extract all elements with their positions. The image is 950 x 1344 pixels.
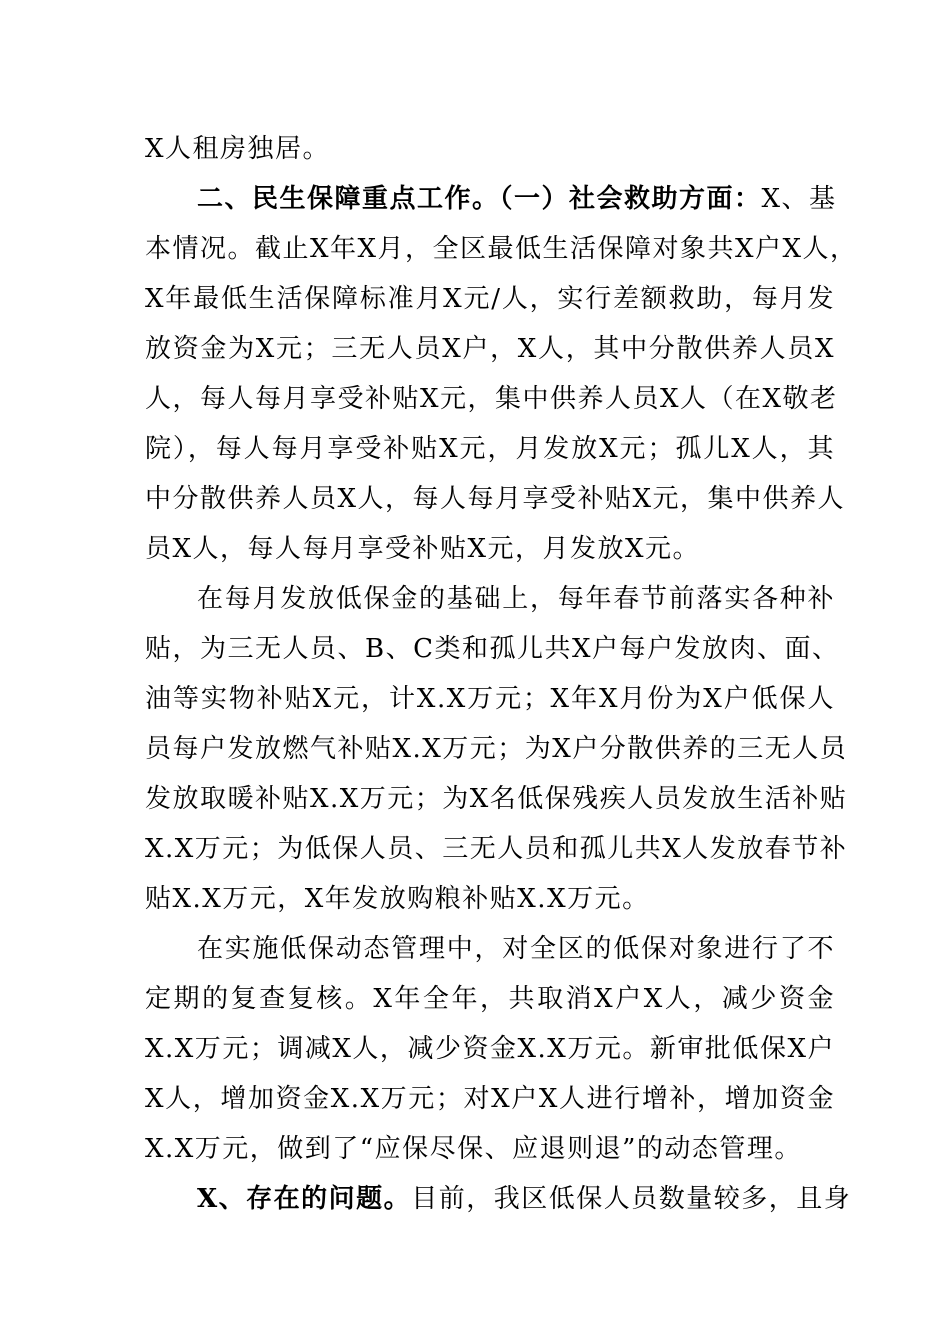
text-line: X年最低生活保障标准月X元/人，实行差额救助，每月发 xyxy=(145,284,835,314)
text-line: 油等实物补贴X元，计X.X万元；X年X月份为X户低保人 xyxy=(145,684,835,714)
text-line: 院），每人每月享受补贴X元，月发放X元；孤儿X人，其 xyxy=(145,434,835,464)
paragraph-first-line: 在每月发放低保金的基础上，每年春节前落实各种补 xyxy=(197,584,835,614)
text-line: X人，增加资金X.X万元；对X户X人进行增补，增加资金 xyxy=(145,1084,835,1114)
text-line: 员每户发放燃气补贴X.X万元；为X户分散供养的三无人员 xyxy=(145,734,848,764)
section-heading: 二、民生保障重点工作。（一）社会救助方面： xyxy=(197,184,762,214)
text-line: 定期的复查复核。X年全年，共取消X户X人，减少资金 xyxy=(145,984,835,1014)
paragraph-first-line: 在实施低保动态管理中，对全区的低保对象进行了不 xyxy=(197,934,835,964)
section-heading: X、存在的问题。 xyxy=(197,1184,412,1214)
text-line: 本情况。截止X年X月，全区最低生活保障对象共X户X人， xyxy=(145,234,858,264)
text-line: X人租房独居。 xyxy=(145,134,331,164)
text-line: 发放取暖补贴X.X万元；为X名低保残疾人员发放生活补贴 xyxy=(145,784,848,814)
text-line: 中分散供养人员X人，每人每月享受补贴X元，集中供养人 xyxy=(145,484,846,514)
text-line: 贴，为三无人员、B、C类和孤儿共X户每户发放肉、面、 xyxy=(145,634,840,664)
text-line: 贴X.X万元，X年发放购粮补贴X.X万元。 xyxy=(145,884,650,914)
section-heading-line: X、存在的问题。目前，我区低保人员数量较多，且身 xyxy=(197,1184,852,1214)
text-line: 员X人，每人每月享受补贴X元，月发放X元。 xyxy=(145,534,701,564)
text-line: 放资金为X元；三无人员X户，X人，其中分散供养人员X xyxy=(145,334,835,364)
text-line: X.X万元；为低保人员、三无人员和孤儿共X人发放春节补 xyxy=(145,834,848,864)
text-line: X.X万元；调减X人，减少资金X.X万元。新审批低保X户 xyxy=(145,1034,835,1064)
section-heading-line: 二、民生保障重点工作。（一）社会救助方面：X、基 xyxy=(197,184,837,214)
text-line: 人，每人每月享受补贴X元，集中供养人员X人（在X敬老 xyxy=(145,384,838,414)
text-line: X.X万元，做到了“应保尽保、应退则退”的动态管理。 xyxy=(145,1134,802,1164)
